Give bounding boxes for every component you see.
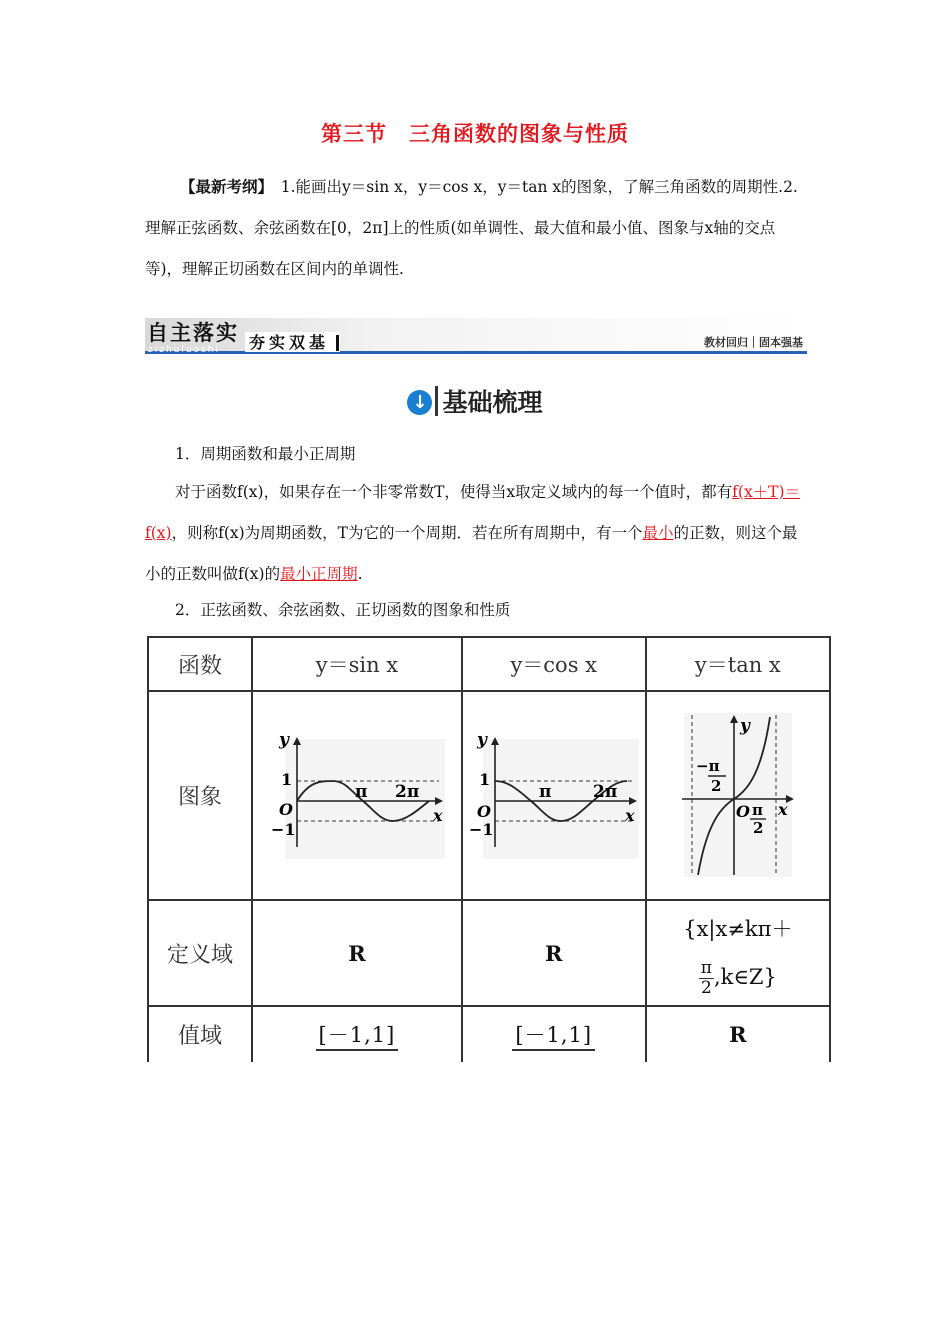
- sin-domain: R: [252, 900, 462, 1006]
- tan-pi-half-den: 2: [752, 818, 764, 837]
- tan-domain: [646, 900, 830, 1006]
- sin-one-label: 1: [280, 769, 293, 789]
- tan-y-label: y: [739, 715, 750, 736]
- section2-title: 2．正弦函数、余弦函数、正切函数的图象和性质: [175, 601, 511, 619]
- table-row-domain: [148, 900, 830, 1006]
- sin-neg-one-label: −1: [270, 819, 296, 839]
- syllabus-text: 1.能画出y＝sin x，y＝cos x，y＝tan x的图象，了解三角函数的周期性.2.理解正弦函数、余弦函数在[0，2π]上的性质(如单调性、最大值和最小值、图象与x轴的交点等)，理解正切函数在区间内的单调性.: [145, 178, 798, 278]
- tan-domain-line2: ,k∈Z}: [713, 965, 777, 989]
- cos-o-label: O: [476, 801, 491, 821]
- sin-x-label: x: [432, 805, 443, 825]
- header-tan: y＝tan x: [646, 637, 830, 691]
- cos-y-label: y: [476, 729, 487, 750]
- tan-domain-line1: {x|x≠kπ＋: [683, 917, 793, 941]
- sin-pi-label: π: [354, 781, 368, 802]
- banner-main: 自主落实: [147, 321, 239, 345]
- header-sin: y＝sin x: [252, 637, 462, 691]
- cos-two-pi-label: 2π: [592, 781, 617, 802]
- arrow-down-circle-icon: ↓: [407, 390, 432, 415]
- banner-right: 教材回归｜固本强基: [704, 336, 803, 349]
- tan-neg-pi-label: −π: [695, 756, 720, 775]
- heading-text: 基础梳理: [442, 388, 543, 417]
- answer-blank-3: 最小正周期: [280, 565, 358, 583]
- tan-range: R: [646, 1006, 830, 1062]
- tan-domain-fraction: $\frac{\pi}{2}$: [700, 958, 712, 998]
- cos-range: [－1,1]: [512, 1019, 595, 1051]
- answer-blank-2: 最小: [642, 524, 674, 542]
- cos-range-cell: [462, 1006, 646, 1062]
- trig-properties-table: [147, 636, 831, 1062]
- cos-x-label: x: [624, 805, 635, 825]
- section1-title: 1．周期函数和最小正周期: [175, 445, 356, 463]
- tan-o-label: O: [735, 801, 750, 821]
- page-title: 第三节 三角函数的图象与性质: [321, 122, 629, 146]
- sin-range-cell: [252, 1006, 462, 1062]
- tan-neg-half-den: 2: [710, 776, 722, 795]
- heading-divider: [435, 386, 438, 416]
- header-cos: y＝cos x: [462, 637, 646, 691]
- cos-graph-cell: [462, 691, 646, 900]
- sin-o-label: O: [278, 799, 293, 819]
- table-row-graph: [148, 691, 830, 900]
- banner-pinyin: zizhuluoshi: [148, 345, 220, 355]
- domain-label: 定义域: [148, 900, 252, 1006]
- cos-pi-label: π: [538, 781, 552, 802]
- tan-x-label: x: [777, 799, 788, 819]
- banner-sub: 夯实双基: [249, 333, 330, 352]
- sin-two-pi-label: 2π: [394, 781, 420, 802]
- sin-range: [－1,1]: [316, 1019, 399, 1051]
- sin-y-label: y: [278, 729, 289, 750]
- cos-domain: R: [462, 900, 646, 1006]
- header-label: 函数: [148, 637, 252, 691]
- syllabus-tag: 【最新考纲】: [180, 178, 266, 196]
- section1-paragraph: 对于函数f(x)，如果存在一个非零常数T，使得当x取定义域内的每一个值时，都有f(x＋T)＝f(x)，则称f(x)为周期函数，T为它的一个周期．若在所有周期中，有一个最小的正数，则这个最小的正数叫做f(x)的最小正周期.: [145, 483, 801, 583]
- tan-graph-cell: [646, 691, 830, 900]
- sin-graph: [267, 729, 447, 859]
- table-header-row: [148, 637, 830, 691]
- tan-graph: [678, 709, 798, 879]
- answer-blank-1: f(x＋T)＝f(x): [145, 483, 801, 542]
- section-heading: [0, 383, 950, 419]
- section-banner: [145, 318, 807, 356]
- syllabus-paragraph: [145, 167, 810, 290]
- table-row-range: [148, 1006, 830, 1062]
- cos-graph: [469, 729, 639, 859]
- sin-graph-cell: [252, 691, 462, 900]
- range-label: 值域: [148, 1006, 252, 1062]
- cos-one-label: 1: [478, 769, 490, 789]
- cos-neg-one-label: −1: [468, 819, 494, 839]
- tan-pi-half-num: π: [751, 800, 763, 819]
- graph-label: 图象: [148, 691, 252, 900]
